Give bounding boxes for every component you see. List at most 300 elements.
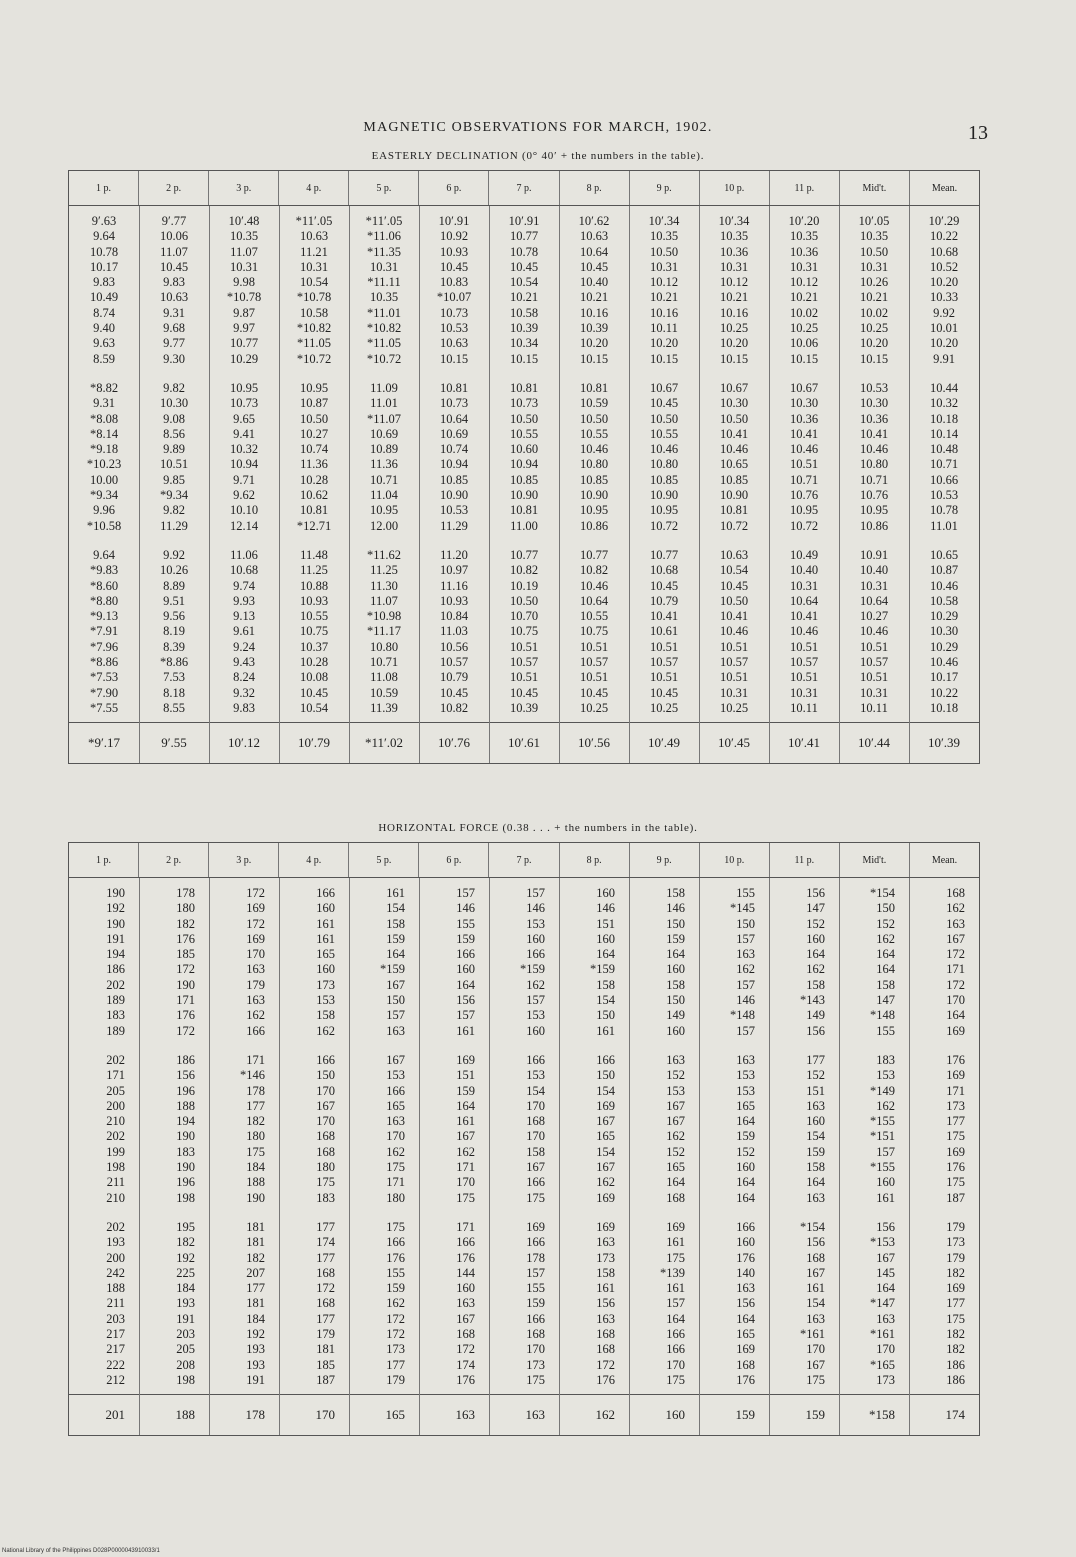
declination-table-cell: 10.46 [929, 578, 959, 593]
horizontal-force-table-cell: 158 [666, 977, 685, 992]
declination-table-cell: 9.24 [233, 639, 255, 654]
horizontal-force-table-cell: 163 [806, 1098, 825, 1113]
horizontal-force-table-cell: 169 [596, 1219, 615, 1234]
horizontal-force-column-header: 3 p. [208, 843, 278, 877]
horizontal-force-table-cell: 196 [176, 1083, 195, 1098]
horizontal-force-table-cell: 186 [106, 962, 125, 977]
declination-table-cell: 10.78 [509, 244, 539, 259]
declination-table-row [69, 457, 979, 472]
declination-table-cell: 10.93 [439, 593, 469, 608]
declination-table-cell: 10.54 [719, 563, 749, 578]
horizontal-force-table-cell: 150 [666, 916, 685, 931]
horizontal-force-table-cell: 175 [946, 1129, 965, 1144]
declination-table-cell: *11.06 [367, 229, 401, 244]
horizontal-force-table-cell: 184 [176, 1281, 195, 1296]
horizontal-force-table-cell: 176 [456, 1250, 475, 1265]
horizontal-force-table-cell: 166 [316, 886, 335, 900]
horizontal-force-table-cell: 170 [946, 993, 965, 1008]
declination-table-cell: 10.58 [929, 593, 959, 608]
declination-table-cell: 10.58 [299, 305, 329, 320]
horizontal-force-table-cell: 162 [526, 977, 545, 992]
declination-table-row [69, 640, 979, 655]
declination-table-cell: *8.14 [89, 426, 119, 441]
declination-table-cell: 10.78 [89, 244, 119, 259]
declination-table-cell: 10.46 [859, 442, 889, 457]
horizontal-force-table-cell: 186 [946, 1357, 965, 1372]
declination-table-cell: *8.80 [89, 593, 119, 608]
declination-table-cell: 10.36 [789, 244, 819, 259]
declination-table-cell: 10.50 [859, 244, 889, 259]
horizontal-force-table-cell: 169 [246, 931, 265, 946]
declination-table-cell: 10.18 [929, 700, 959, 715]
declination-column-header: 2 p. [138, 171, 208, 205]
horizontal-force-table-cell: 167 [596, 1160, 615, 1175]
declination-table-cell: 10.95 [789, 503, 819, 518]
page-title: MAGNETIC OBSERVATIONS FOR MARCH, 1902. [363, 120, 713, 135]
horizontal-force-table-cell: 156 [806, 1023, 825, 1038]
horizontal-force-table-cell: 163 [946, 916, 965, 931]
declination-table-cell: 11.29 [160, 518, 188, 533]
declination-table-cell: 11.39 [370, 700, 398, 715]
declination-table-cell: 10.64 [439, 411, 469, 426]
horizontal-force-table-cell: 156 [876, 1219, 895, 1234]
horizontal-force-table-cell: 222 [106, 1357, 125, 1372]
horizontal-force-table-cell: 166 [246, 1023, 265, 1038]
horizontal-force-table-cell: 157 [736, 977, 755, 992]
declination-table-cell: 10.17 [89, 259, 119, 274]
declination-table-cell: 10.73 [229, 396, 259, 411]
declination-table-cell: 10.29 [929, 609, 959, 624]
declination-table-cell: 10.49 [89, 290, 119, 305]
declination-mean-cell: 10′.76 [437, 735, 471, 751]
horizontal-force-table-cell: 168 [316, 1265, 335, 1280]
declination-table-cell: 8.59 [93, 351, 115, 366]
horizontal-force-table-cell: 194 [176, 1114, 195, 1129]
horizontal-force-table-cell: 176 [596, 1372, 615, 1387]
declination-table-cell: *10.72 [296, 351, 332, 366]
declination-table-cell: 10.95 [229, 380, 259, 395]
horizontal-force-table-cell: 167 [456, 1129, 475, 1144]
declination-table-cell: 10.21 [789, 290, 819, 305]
horizontal-force-table-cell: 154 [526, 1083, 545, 1098]
horizontal-force-table-cell: 155 [876, 1023, 895, 1038]
declination-table-cell: *11.62 [367, 547, 401, 562]
declination-table-cell: *11.07 [367, 411, 401, 426]
declination-table-cell: 10.71 [369, 655, 399, 670]
declination-table-row [69, 336, 979, 351]
horizontal-force-table-cell: 170 [456, 1175, 475, 1190]
declination-table-cell: 10.70 [509, 609, 539, 624]
horizontal-force-table-cell: 159 [456, 931, 475, 946]
declination-table-cell: 10.59 [369, 685, 399, 700]
horizontal-force-table-cell: 162 [736, 962, 755, 977]
horizontal-force-table-cell: 196 [176, 1175, 195, 1190]
horizontal-force-table-cell: 163 [806, 1311, 825, 1326]
declination-column-header: Mean. [909, 171, 979, 205]
declination-table-cell: 10.63 [579, 229, 609, 244]
horizontal-force-table-cell: 198 [106, 1160, 125, 1175]
declination-table-cell: 10.51 [719, 670, 749, 685]
horizontal-force-table-cell: 172 [946, 977, 965, 992]
horizontal-force-table-row [69, 1342, 979, 1357]
horizontal-force-table-cell: 164 [666, 947, 685, 962]
declination-table-cell: 10.59 [579, 396, 609, 411]
declination-table-cell: 10.89 [369, 442, 399, 457]
declination-mean-cell: 10′.45 [717, 735, 751, 751]
declination-table-cell: 10.21 [649, 290, 679, 305]
declination-table-cell: 10.30 [789, 396, 819, 411]
declination-table-cell: 10.35 [859, 229, 889, 244]
declination-table-row [69, 686, 979, 701]
horizontal-force-table-cell: 168 [316, 1129, 335, 1144]
declination-table-cell: 10.82 [579, 563, 609, 578]
declination-table-cell: 10.15 [719, 351, 749, 366]
declination-table-cell: 8.56 [163, 426, 185, 441]
declination-table-cell: 10.90 [439, 488, 469, 503]
declination-table-cell: 10.25 [719, 321, 749, 336]
declination-table-cell: 10.21 [719, 290, 749, 305]
declination-table-cell: 10.21 [579, 290, 609, 305]
horizontal-force-table-cell: 156 [806, 886, 825, 900]
horizontal-force-table-cell: 164 [456, 977, 475, 992]
horizontal-force-table-cell: 162 [876, 931, 895, 946]
horizontal-force-table-cell: 170 [806, 1342, 825, 1357]
horizontal-force-table-cell: 161 [316, 916, 335, 931]
declination-column-header: 10 p. [699, 171, 769, 205]
horizontal-force-table-cell: 160 [736, 1160, 755, 1175]
horizontal-force-table-cell: 202 [106, 1052, 125, 1067]
declination-table-cell: *8.08 [89, 411, 119, 426]
declination-table-cell: 10.80 [579, 457, 609, 472]
declination-table-cell: *11.05 [297, 336, 331, 351]
declination-table-cell: 10.67 [789, 380, 819, 395]
declination-table-cell: 10.27 [299, 426, 329, 441]
declination-table-cell: 10.06 [789, 336, 819, 351]
horizontal-force-table-cell: 210 [106, 1114, 125, 1129]
declination-table-cell: 10.27 [859, 609, 889, 624]
declination-table-cell: 10.66 [929, 472, 959, 487]
horizontal-force-table-cell: 164 [876, 947, 895, 962]
horizontal-force-table-cell: 152 [806, 1068, 825, 1083]
declination-table-cell: 9.13 [233, 609, 255, 624]
horizontal-force-table-cell: 149 [806, 1008, 825, 1023]
horizontal-force-table-cell: 217 [106, 1327, 125, 1342]
declination-table-cell: 10.15 [509, 351, 539, 366]
declination-table-cell: 11.30 [370, 578, 398, 593]
declination-table-cell: 10.45 [649, 685, 679, 700]
horizontal-force-table-cell: 158 [526, 1144, 545, 1159]
horizontal-force-table-cell: 179 [386, 1372, 405, 1387]
horizontal-force-table-cell: 178 [526, 1250, 545, 1265]
horizontal-force-table-cell: 182 [946, 1327, 965, 1342]
horizontal-force-table-cell: 179 [316, 1327, 335, 1342]
declination-table-cell: 10.35 [719, 229, 749, 244]
declination-table-cell: 10.82 [439, 700, 469, 715]
horizontal-force-table-cell: 140 [736, 1265, 755, 1280]
declination-table-cell: 9.08 [163, 411, 185, 426]
declination-table-cell: 10.02 [789, 305, 819, 320]
horizontal-force-table-cell: 163 [736, 947, 755, 962]
horizontal-force-table-cell: 168 [666, 1190, 685, 1205]
horizontal-force-table-cell: 161 [806, 1281, 825, 1296]
declination-table-cell: 10.69 [439, 426, 469, 441]
declination-table-cell: 9.98 [233, 275, 255, 290]
declination-table-cell: 10.50 [509, 411, 539, 426]
horizontal-force-table-cell: 172 [246, 916, 265, 931]
horizontal-force-table-cell: 191 [176, 1311, 195, 1326]
declination-table-cell: 10.51 [579, 639, 609, 654]
horizontal-force-table-cell: 181 [246, 1296, 265, 1311]
horizontal-force-table-cell: 152 [876, 916, 895, 931]
declination-table-cell: 10.74 [439, 442, 469, 457]
declination-table-cell: 11.07 [160, 244, 188, 259]
horizontal-force-table-cell: 161 [596, 1281, 615, 1296]
declination-table-cell: 10.25 [859, 321, 889, 336]
declination-table-cell: 9.68 [163, 321, 185, 336]
horizontal-force-table-cell: 173 [596, 1250, 615, 1265]
declination-table-cell: 10.86 [859, 518, 889, 533]
horizontal-force-table-row [69, 901, 979, 916]
horizontal-force-table-cell: 164 [736, 1311, 755, 1326]
horizontal-force-table-row [69, 1053, 979, 1068]
declination-table-cell: 10.11 [860, 700, 888, 715]
declination-table-cell: 9.83 [163, 275, 185, 290]
declination-table-cell: 10.63 [299, 229, 329, 244]
declination-table-cell: 9.41 [233, 426, 255, 441]
horizontal-force-table-cell: 171 [946, 1083, 965, 1098]
horizontal-force-table-cell: 160 [736, 1235, 755, 1250]
horizontal-force-header-row [69, 843, 979, 878]
declination-table-cell: 10.20 [579, 336, 609, 351]
horizontal-force-table-row [69, 1235, 979, 1250]
declination-table-cell: 10.80 [649, 457, 679, 472]
horizontal-force-table-cell: 153 [736, 1083, 755, 1098]
horizontal-force-table-cell: 164 [946, 1008, 965, 1023]
horizontal-force-table-cell: 200 [106, 1098, 125, 1113]
declination-table-cell: 10.20 [719, 336, 749, 351]
declination-table-cell: *10.78 [296, 290, 332, 305]
horizontal-force-table-cell: 161 [386, 886, 405, 900]
horizontal-force-table-cell: *146 [240, 1068, 265, 1083]
declination-table-cell: *10.82 [296, 321, 332, 336]
declination-table-cell: 10.68 [229, 563, 259, 578]
horizontal-force-table-cell: 175 [946, 1175, 965, 1190]
horizontal-force-table-cell: 179 [246, 977, 265, 992]
horizontal-force-table-cell: 158 [316, 1008, 335, 1023]
horizontal-force-table-cell: 147 [806, 901, 825, 916]
horizontal-force-table-cell: 152 [666, 1068, 685, 1083]
declination-table-cell: 10.53 [859, 380, 889, 395]
declination-table-cell: 10.85 [719, 472, 749, 487]
declination-table-cell: 8.24 [233, 670, 255, 685]
horizontal-force-table-cell: 172 [386, 1311, 405, 1326]
horizontal-force-table-cell: 185 [176, 947, 195, 962]
horizontal-force-table-cell: 217 [106, 1342, 125, 1357]
horizontal-force-table-cell: 167 [316, 1098, 335, 1113]
declination-table-cell: 10.41 [859, 426, 889, 441]
horizontal-force-table-cell: 191 [246, 1372, 265, 1387]
declination-table-cell: 10.02 [859, 305, 889, 320]
declination-table-cell: 10.40 [789, 563, 819, 578]
horizontal-force-column-header: 9 p. [629, 843, 699, 877]
declination-table-cell: 11.07 [230, 244, 258, 259]
horizontal-force-table-cell: 175 [316, 1175, 335, 1190]
horizontal-force-table-cell: 150 [876, 901, 895, 916]
horizontal-force-table-cell: 187 [316, 1372, 335, 1387]
declination-table-cell: 10.46 [579, 578, 609, 593]
declination-table-cell: 10.51 [649, 670, 679, 685]
declination-table-cell: 10.25 [789, 321, 819, 336]
horizontal-force-table-cell: 176 [946, 1160, 965, 1175]
declination-table-cell: 10.77 [229, 336, 259, 351]
horizontal-force-table-cell: 150 [316, 1068, 335, 1083]
declination-column-rule [559, 206, 560, 763]
declination-table-cell: 10.73 [509, 396, 539, 411]
declination-mean-cell: 10′.39 [927, 735, 961, 751]
horizontal-force-table-cell: 151 [596, 916, 615, 931]
horizontal-force-table-cell: 167 [456, 1311, 475, 1326]
horizontal-force-table-cell: 157 [666, 1296, 685, 1311]
declination-table-cell: 10.45 [509, 685, 539, 700]
declination-table-cell: 10.20 [929, 275, 959, 290]
declination-table-cell: 10.51 [159, 457, 189, 472]
horizontal-force-table-row [69, 917, 979, 932]
horizontal-force-table-cell: 173 [946, 1235, 965, 1250]
horizontal-force-table-cell: 164 [806, 947, 825, 962]
declination-table-cell: 10.55 [509, 426, 539, 441]
horizontal-force-table-row [69, 886, 979, 901]
horizontal-force-table-cell: 178 [246, 1083, 265, 1098]
declination-table-cell: 10.45 [439, 259, 469, 274]
horizontal-force-mean-cell: 188 [175, 1407, 195, 1423]
horizontal-force-table-cell: 173 [386, 1342, 405, 1357]
horizontal-force-table-cell: 183 [106, 1008, 125, 1023]
horizontal-force-table-cell: 161 [666, 1235, 685, 1250]
declination-table-cell: *11′.05 [365, 214, 403, 228]
horizontal-force-table-cell: 190 [106, 886, 125, 900]
horizontal-force-column-header: 5 p. [348, 843, 418, 877]
horizontal-force-table-cell: 193 [176, 1296, 195, 1311]
declination-table-cell: *10.78 [226, 290, 262, 305]
horizontal-force-table-cell: 159 [736, 1129, 755, 1144]
horizontal-force-table-cell: 171 [246, 1052, 265, 1067]
horizontal-force-table-cell: 159 [456, 1083, 475, 1098]
declination-table-row [69, 503, 979, 518]
horizontal-force-table-cell: 163 [806, 1190, 825, 1205]
horizontal-force-table-cell: 160 [806, 1114, 825, 1129]
declination-table-cell: 10.36 [859, 411, 889, 426]
horizontal-force-table-cell: 177 [386, 1357, 405, 1372]
horizontal-force-table-cell: 165 [386, 1098, 405, 1113]
horizontal-force-table-cell: 161 [876, 1190, 895, 1205]
declination-table-cell: 10.55 [579, 426, 609, 441]
declination-table-cell: 10.31 [859, 685, 889, 700]
declination-table-row [69, 609, 979, 624]
horizontal-force-table-cell: 177 [946, 1296, 965, 1311]
horizontal-force-table-cell: 171 [456, 1160, 475, 1175]
horizontal-force-table-cell: 167 [386, 977, 405, 992]
horizontal-force-table-cell: 188 [246, 1175, 265, 1190]
declination-table-cell: 10.50 [579, 411, 609, 426]
horizontal-force-table-cell: 172 [246, 886, 265, 900]
horizontal-force-table-cell: 171 [946, 962, 965, 977]
horizontal-force-table-cell: 166 [526, 1052, 545, 1067]
declination-table-cell: 10.45 [719, 578, 749, 593]
page-number: 13 [968, 122, 988, 144]
horizontal-force-table-cell: 153 [666, 1083, 685, 1098]
horizontal-force-table-cell: 160 [526, 931, 545, 946]
declination-table-cell: 10.31 [789, 578, 819, 593]
declination-table-cell: 10.32 [929, 396, 959, 411]
declination-table-cell: *11.35 [367, 244, 401, 259]
declination-table-cell: 10.45 [159, 259, 189, 274]
horizontal-force-table-cell: 161 [666, 1281, 685, 1296]
horizontal-force-table-cell: 153 [876, 1068, 895, 1083]
declination-mean-cell: 10′.79 [297, 735, 331, 751]
declination-table-cell: 10.12 [649, 275, 679, 290]
horizontal-force-table-cell: 158 [596, 1265, 615, 1280]
declination-table-cell: 10.25 [719, 700, 749, 715]
horizontal-force-column-header: 4 p. [278, 843, 348, 877]
horizontal-force-mean-cell: 159 [735, 1407, 755, 1423]
declination-table-cell: 10.31 [719, 685, 749, 700]
horizontal-force-table-cell: 192 [176, 1250, 195, 1265]
horizontal-force-table-cell: 179 [946, 1250, 965, 1265]
horizontal-force-column-rule [769, 878, 770, 1435]
horizontal-force-column-rule [419, 878, 420, 1435]
horizontal-force-table-cell: 242 [106, 1265, 125, 1280]
horizontal-force-table-cell: 192 [106, 901, 125, 916]
declination-table-cell: 10′.20 [788, 214, 820, 228]
declination-table-cell: *7.91 [89, 624, 119, 639]
horizontal-force-table-cell: 166 [456, 1235, 475, 1250]
horizontal-force-table-cell: 168 [316, 1144, 335, 1159]
horizontal-force-table-row [69, 947, 979, 962]
declination-table-cell: 9.30 [163, 351, 185, 366]
declination-table-cell: 10.72 [719, 518, 749, 533]
declination-table-cell: 10.67 [719, 380, 749, 395]
horizontal-force-table-cell: 157 [526, 886, 545, 900]
horizontal-force-table-cell: 168 [316, 1296, 335, 1311]
declination-table-cell: 10.72 [649, 518, 679, 533]
declination-table-cell: 9.43 [233, 655, 255, 670]
horizontal-force-table-cell: 171 [106, 1068, 125, 1083]
declination-table-cell: 11.01 [370, 396, 398, 411]
horizontal-force-table-cell: 166 [666, 1327, 685, 1342]
horizontal-force-table-cell: 175 [386, 1219, 405, 1234]
horizontal-force-table-cell: 152 [666, 1144, 685, 1159]
horizontal-force-table-cell: 157 [526, 1265, 545, 1280]
horizontal-force-table-cell: 156 [596, 1296, 615, 1311]
horizontal-force-table-row [69, 993, 979, 1008]
declination-row-group [69, 373, 979, 540]
declination-table-cell: 10.25 [579, 700, 609, 715]
declination-table-cell: 10.10 [229, 503, 259, 518]
horizontal-force-mean-cell: 170 [315, 1407, 335, 1423]
declination-table-cell: 10.62 [299, 488, 329, 503]
horizontal-force-column-rule [909, 878, 910, 1435]
horizontal-force-table-cell: 169 [666, 1219, 685, 1234]
horizontal-force-table-cell: 167 [666, 1098, 685, 1113]
horizontal-force-table-cell: *159 [380, 962, 405, 977]
horizontal-force-table-cell: 153 [386, 1068, 405, 1083]
declination-table-cell: 10.87 [929, 563, 959, 578]
declination-table-cell: 10.94 [439, 457, 469, 472]
horizontal-force-table-cell: 210 [106, 1190, 125, 1205]
horizontal-force-column-header: 11 p. [769, 843, 839, 877]
horizontal-force-table-cell: 202 [106, 977, 125, 992]
horizontal-force-table-cell: 182 [176, 1235, 195, 1250]
